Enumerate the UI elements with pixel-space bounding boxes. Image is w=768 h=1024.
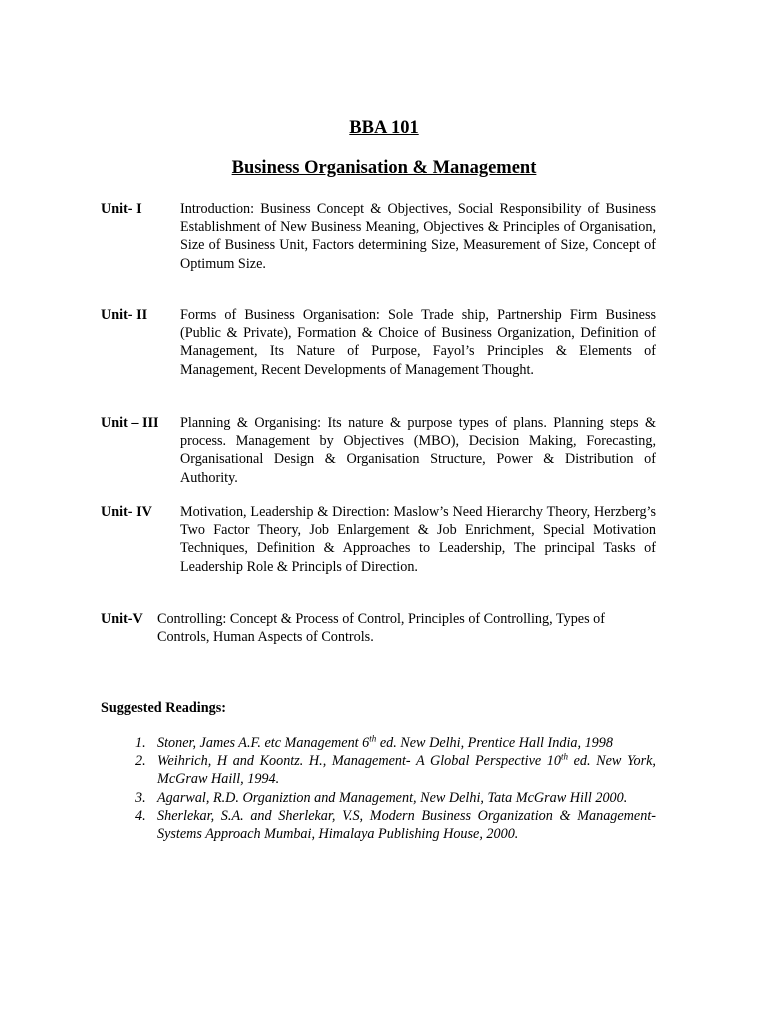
reading-text: Sherlekar, S.A. and Sherlekar, V.S, Modern Business Organization & Management-Systems Approach Mumbai, Himalaya Publishing House, 2000. — [157, 807, 656, 843]
suggested-readings-list — [101, 734, 656, 843]
reading-number: 4. — [135, 807, 146, 824]
reading-superscript: th — [560, 751, 568, 762]
reading-number: 3. — [135, 789, 146, 806]
reading-text: Weihrich, H and Koontz. H., Management- A Global Perspective 10 — [157, 753, 561, 770]
reading-superscript: th — [369, 733, 377, 744]
reading-text-continued: ed. New Delhi, Prentice Hall India, 1998 — [376, 735, 613, 751]
unit-description: Forms of Business Organisation: Sole Trade ship, Partnership Firm Business (Public & Private), Formation & Choice of Business Organization, Definition of Management, Its Nature of Purpose, Fayol’s Principles & Elements of Management, Recent Developments of Management Thought. — [180, 307, 656, 378]
reading-item — [101, 734, 656, 752]
suggested-readings-heading: Suggested Readings: — [101, 700, 226, 716]
reading-text-continued: ed. New York, McGraw Haill, 1994. — [157, 753, 656, 788]
unit-label: Unit-V — [101, 611, 143, 627]
unit-label: Unit- I — [101, 201, 142, 217]
unit-description: Motivation, Leadership & Direction: Maslow’s Need Hierarchy Theory, Herzberg’s Two Factor Theory, Job Enlargement & Job Enrichment, Special Motivation Techniques, Definition & Approaches to Leadership, The principal Tasks of Leadership Role & Principls of Direction. — [180, 504, 656, 575]
course-title: Business Organisation & Management — [231, 158, 537, 178]
reading-item — [101, 752, 656, 788]
reading-item — [101, 807, 656, 843]
course-code: BBA 101 — [349, 118, 419, 138]
reading-text: Stoner, James A.F. etc Management 6 — [157, 735, 370, 751]
unit-description: Controlling: Concept & Process of Control, Principles of Controlling, Types of Controls, Human Aspects of Controls. — [157, 611, 605, 646]
unit-description: Introduction: Business Concept & Objectives, Social Responsibility of Business Establishment of New Business Meaning, Objectives & Principles of Organisation, Size of Business Unit, Factors determining Size, Measurement of Size, Concept of Optimum Size. — [180, 201, 656, 272]
reading-item — [101, 789, 656, 807]
reading-number: 1. — [135, 735, 146, 751]
reading-number: 2. — [135, 753, 146, 770]
unit-description: Planning & Organising: Its nature & purpose types of plans. Planning steps & process. Management by Objectives (MBO), Decision Making, Forecasting, Organisational Design & Organisation Structure, Power & Distribution of Authority. — [180, 415, 656, 486]
unit-label: Unit – III — [101, 415, 159, 431]
unit-label: Unit- II — [101, 307, 148, 323]
reading-text: Agarwal, R.D. Organiztion and Management, New Delhi, Tata McGraw Hill 2000. — [157, 789, 628, 806]
unit-label: Unit- IV — [101, 504, 152, 520]
